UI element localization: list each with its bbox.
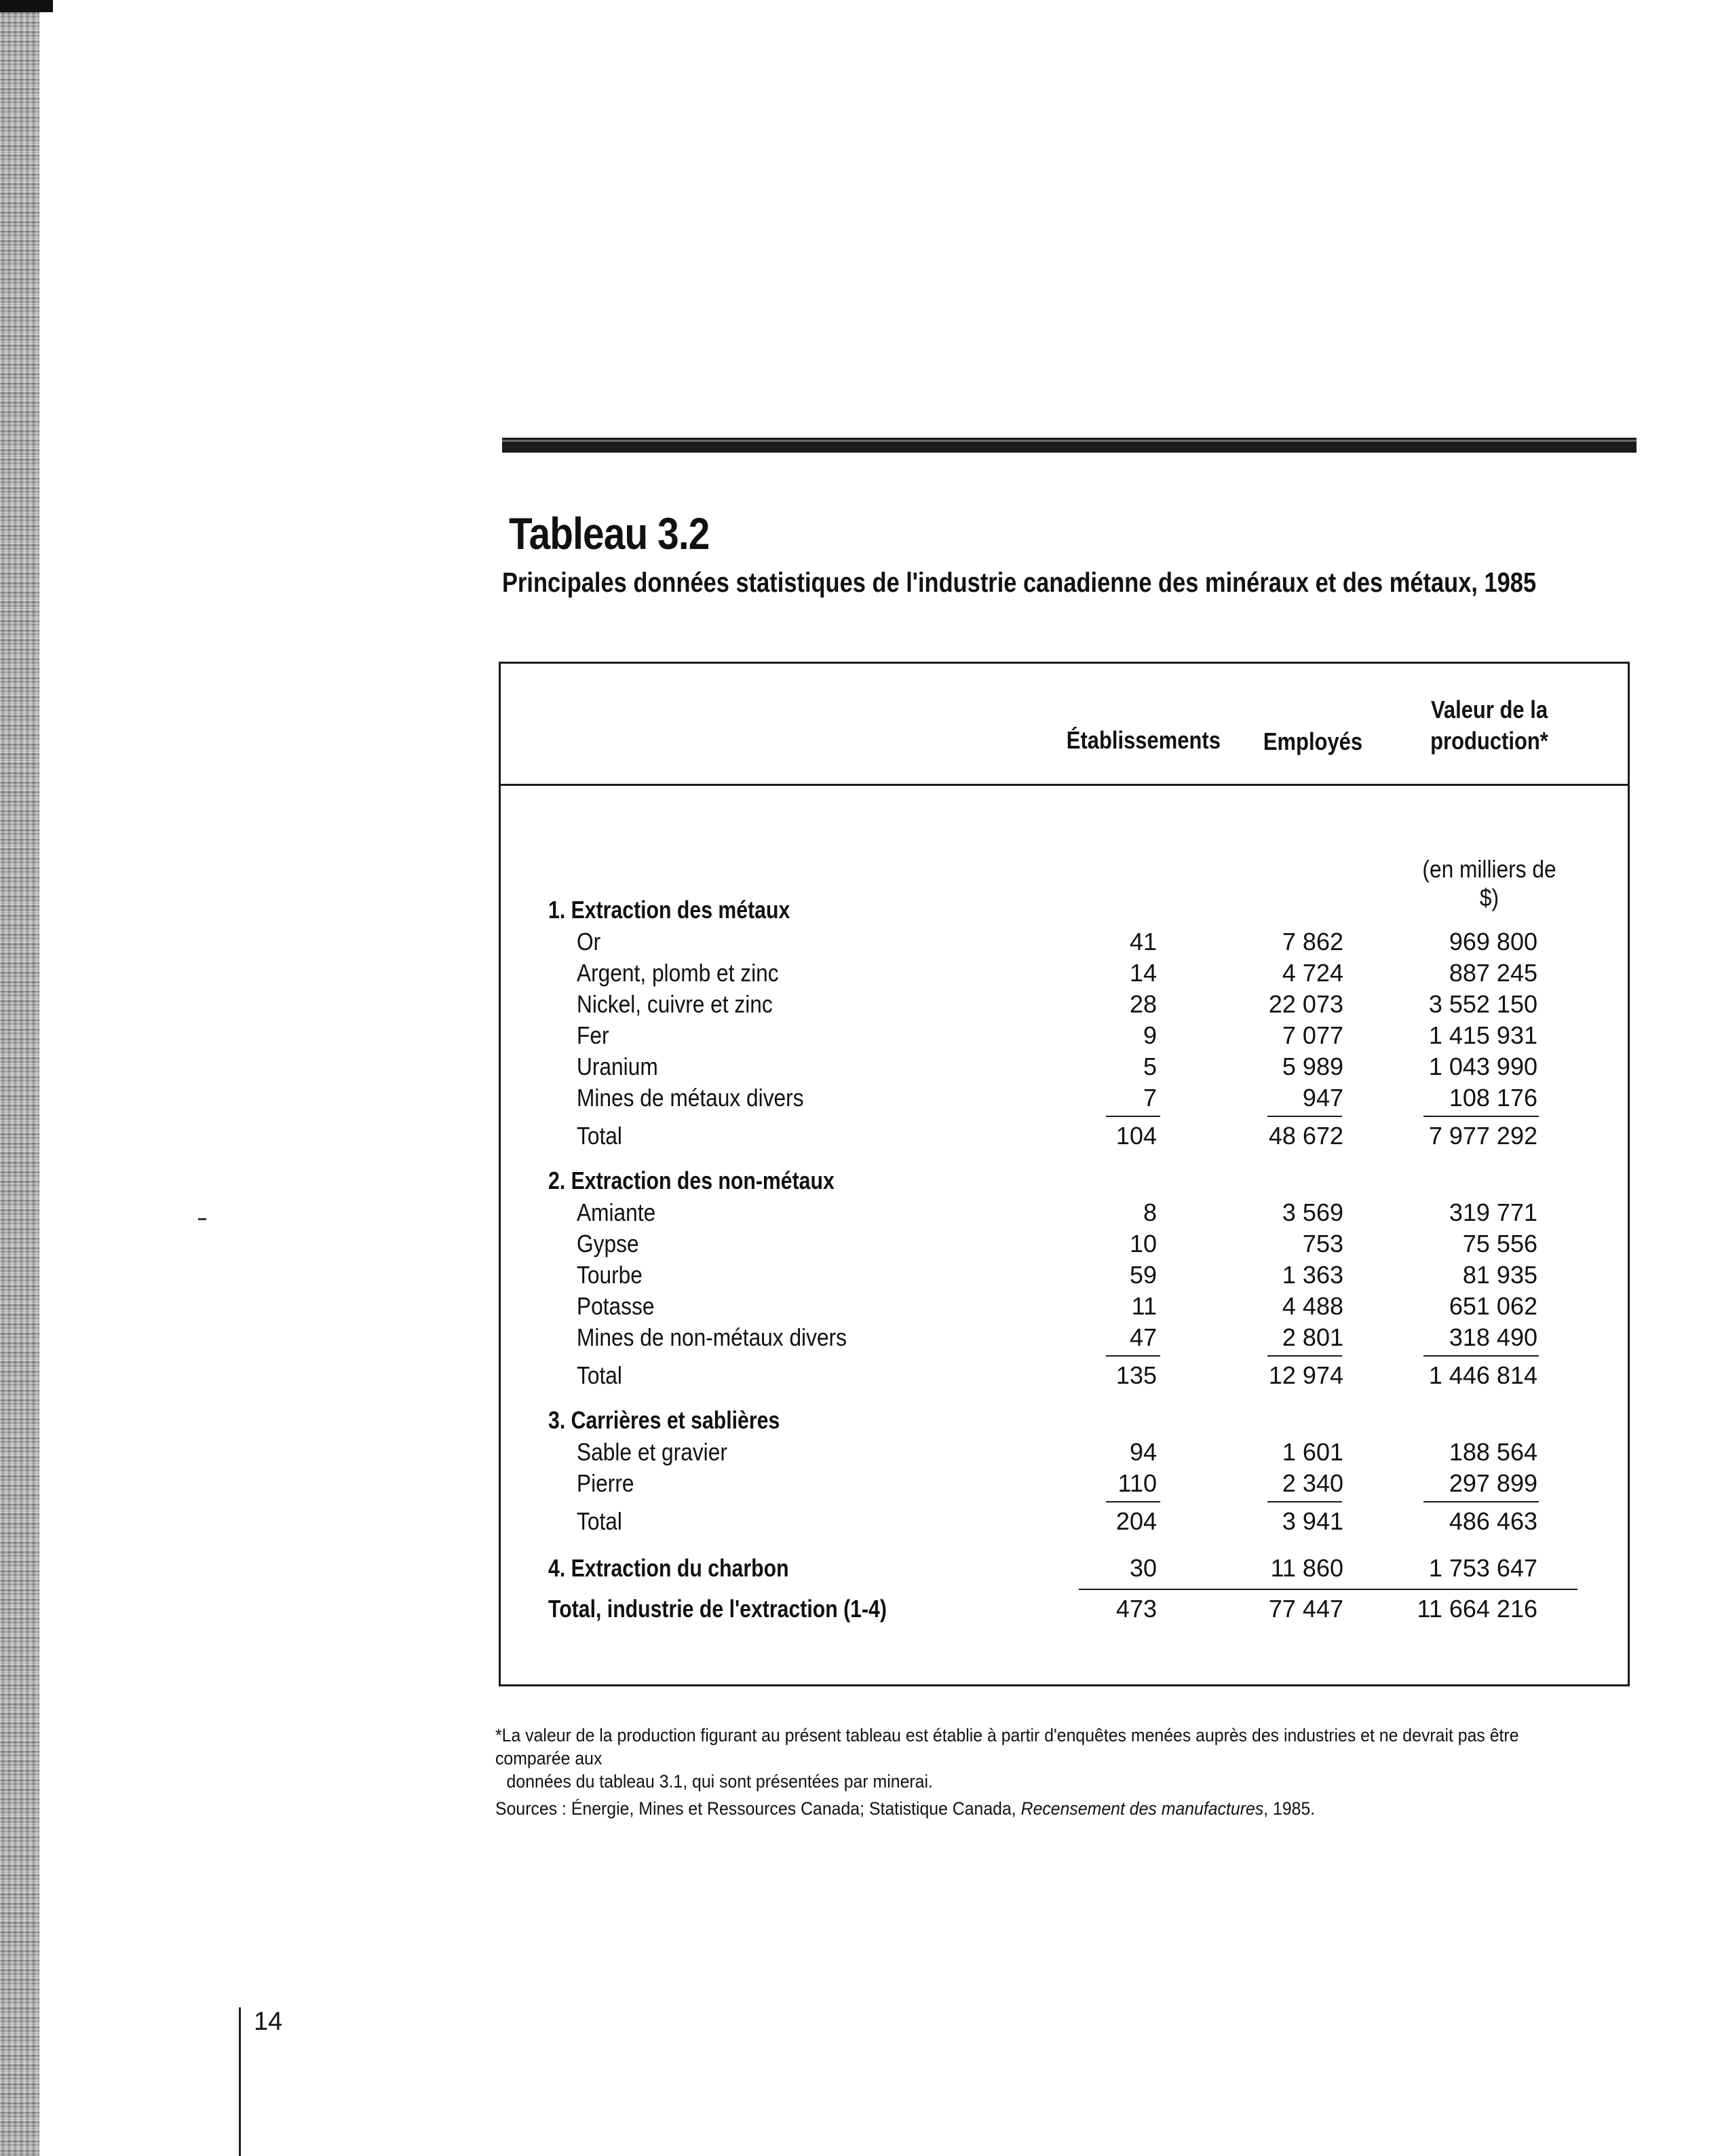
cell-valeur: 969 800: [1449, 928, 1537, 956]
cell-employes: 22 073: [1268, 990, 1343, 1018]
header-rule: [501, 784, 1628, 786]
page-number: 14: [254, 2007, 283, 2036]
section-heading: 4. Extraction du charbon: [548, 1554, 789, 1582]
cell-etablissements: 104: [1115, 1122, 1157, 1150]
cell-employes: 2 340: [1282, 1469, 1343, 1497]
section-heading-row: [0, 894, 1722, 926]
row-label: Uranium: [577, 1053, 658, 1080]
column-header-etablissements: Établissements: [1066, 726, 1221, 754]
row-label: Potasse: [577, 1292, 655, 1320]
total-row: [0, 1506, 1722, 1537]
subtotal-rule: [1423, 1116, 1539, 1117]
cell-etablissements: 473: [1115, 1595, 1157, 1623]
cell-employes: 2 801: [1282, 1323, 1343, 1351]
row-label: Total: [577, 1361, 622, 1389]
section-heading-row: [0, 1405, 1722, 1436]
table-row: [0, 926, 1722, 958]
cell-valeur: 651 062: [1449, 1292, 1537, 1320]
subtotal-rule: [1423, 1501, 1539, 1502]
cell-employes: 947: [1302, 1084, 1343, 1112]
cell-etablissements: 59: [1129, 1261, 1157, 1289]
table-row: [0, 1260, 1722, 1291]
cell-valeur: 319 771: [1449, 1198, 1537, 1226]
subtotal-rule: [1267, 1501, 1342, 1502]
cell-etablissements: 47: [1129, 1323, 1157, 1351]
total-row: [0, 1120, 1722, 1152]
cell-etablissements: 135: [1115, 1361, 1157, 1389]
cell-etablissements: 11: [1131, 1292, 1157, 1320]
cell-valeur: 188 564: [1449, 1438, 1537, 1466]
cell-etablissements: 30: [1129, 1554, 1157, 1582]
cell-etablissements: 14: [1129, 959, 1157, 987]
cell-employes: 7 862: [1282, 928, 1343, 956]
table-row: [0, 1197, 1722, 1228]
table-row: [0, 1228, 1722, 1260]
table-row: [0, 1437, 1722, 1468]
cell-employes: 12 974: [1268, 1361, 1343, 1389]
cell-employes: 4 488: [1282, 1292, 1343, 1320]
cell-valeur: 1 043 990: [1428, 1053, 1537, 1080]
grand-total-row: [0, 1593, 1722, 1625]
table-row: [0, 958, 1722, 989]
cell-valeur: 11 664 216: [1417, 1595, 1537, 1623]
table-row: [0, 1082, 1722, 1114]
cell-valeur: 486 463: [1449, 1507, 1537, 1535]
sources-title: Recensement des manufactures: [1020, 1798, 1264, 1819]
sources-note: [495, 1798, 1315, 1819]
row-label: Or: [577, 928, 601, 956]
table-row: [0, 1051, 1722, 1082]
cell-employes: 1 363: [1282, 1261, 1343, 1289]
cell-valeur: 318 490: [1449, 1323, 1537, 1351]
grand-total-rule: [1079, 1589, 1577, 1590]
section-heading: 3. Carrières et sablières: [548, 1406, 780, 1434]
column-header-valeur: [1428, 694, 1551, 757]
table-row: [0, 1322, 1722, 1353]
subtotal-rule: [1423, 1355, 1539, 1357]
section-heading: 1. Extraction des métaux: [548, 896, 790, 924]
cell-etablissements: 204: [1115, 1507, 1157, 1535]
cell-employes: 5 989: [1282, 1053, 1343, 1080]
section-heading-row: [0, 1165, 1722, 1196]
cell-etablissements: 28: [1129, 990, 1157, 1018]
corner-mark: [0, 0, 53, 12]
cell-valeur: 1 415 931: [1428, 1021, 1537, 1049]
cell-employes: 11 860: [1270, 1554, 1343, 1582]
row-label: Gypse: [577, 1230, 639, 1257]
row-label: Nickel, cuivre et zinc: [577, 990, 773, 1018]
cell-etablissements: 110: [1117, 1469, 1157, 1497]
cell-employes: 4 724: [1282, 959, 1343, 987]
section-heading: 2. Extraction des non-métaux: [548, 1167, 835, 1194]
total-row: [0, 1360, 1722, 1391]
row-label: Argent, plomb et zinc: [577, 959, 779, 987]
row-label: Total: [577, 1122, 622, 1150]
cell-valeur: 1 753 647: [1428, 1554, 1537, 1582]
row-label: Mines de non-métaux divers: [577, 1323, 847, 1351]
cell-etablissements: 94: [1129, 1438, 1157, 1466]
sources-prefix: Sources : Énergie, Mines et Ressources Canada; Statistique Canada,: [495, 1798, 1016, 1819]
cell-employes: 753: [1302, 1230, 1343, 1257]
row-label: Sable et gravier: [577, 1438, 727, 1466]
footnote-line1: *La valeur de la production figurant au présent tableau est établie à partir d'enquêtes menées auprès des industries et ne devrait pas être comparée aux: [495, 1725, 1519, 1769]
footnote: [495, 1724, 1544, 1793]
table-row: [0, 1468, 1722, 1499]
cell-employes: 3 569: [1282, 1198, 1343, 1226]
subtotal-rule: [1106, 1501, 1160, 1502]
cell-etablissements: 7: [1143, 1084, 1157, 1112]
page-margin-rule: [239, 2007, 241, 2156]
row-label: Tourbe: [577, 1261, 643, 1289]
table-subtitle: Principales données statistiques de l'industrie canadienne des minéraux et des métaux, 1985: [502, 567, 1537, 598]
row-label: Mines de métaux divers: [577, 1084, 804, 1112]
table-row: [0, 989, 1722, 1020]
cell-valeur: 75 556: [1462, 1230, 1537, 1257]
cell-etablissements: 5: [1143, 1053, 1157, 1080]
table-row: [0, 1020, 1722, 1051]
subtotal-rule: [1106, 1116, 1160, 1117]
row-label: Amiante: [577, 1198, 656, 1226]
cell-valeur: 887 245: [1449, 959, 1537, 987]
cell-etablissements: 41: [1129, 928, 1157, 956]
table-title: Tableau 3.2: [509, 508, 710, 559]
column-header-valeur-line2: production*: [1430, 727, 1548, 755]
cell-etablissements: 8: [1143, 1198, 1157, 1226]
grand-total-label: Total, industrie de l'extraction (1-4): [548, 1595, 887, 1623]
cell-valeur: 297 899: [1449, 1469, 1537, 1497]
sources-suffix: , 1985.: [1263, 1798, 1316, 1819]
subtotal-rule: [1106, 1355, 1160, 1357]
cell-valeur: 81 935: [1462, 1261, 1537, 1289]
cell-etablissements: 9: [1143, 1021, 1157, 1049]
table-row: [0, 1291, 1722, 1322]
row-label: Fer: [577, 1021, 609, 1049]
cell-etablissements: 10: [1129, 1230, 1157, 1257]
column-header-valeur-line1: Valeur de la: [1430, 696, 1548, 723]
cell-valeur: 7 977 292: [1428, 1122, 1537, 1150]
row-label: Pierre: [577, 1469, 634, 1497]
row-label: Total: [577, 1507, 622, 1535]
cell-employes: 7 077: [1282, 1021, 1343, 1049]
subtotal-rule: [1267, 1355, 1342, 1357]
subtotal-rule: [1267, 1116, 1342, 1117]
column-header-employes: Employés: [1263, 727, 1363, 755]
cell-employes: 3 941: [1282, 1507, 1343, 1535]
unit-note: (en milliers de $): [1422, 855, 1556, 911]
cell-valeur: 3 552 150: [1428, 990, 1537, 1018]
cell-valeur: 1 446 814: [1428, 1361, 1537, 1389]
cell-employes: 1 601: [1282, 1438, 1343, 1466]
cell-employes: 77 447: [1268, 1595, 1343, 1623]
footnote-line2: données du tableau 3.1, qui sont présentées par minerai.: [506, 1771, 933, 1792]
cell-valeur: 108 176: [1449, 1084, 1537, 1112]
charbon-row: [0, 1553, 1722, 1584]
cell-employes: 48 672: [1268, 1122, 1343, 1150]
top-rule-bar: [502, 438, 1637, 453]
